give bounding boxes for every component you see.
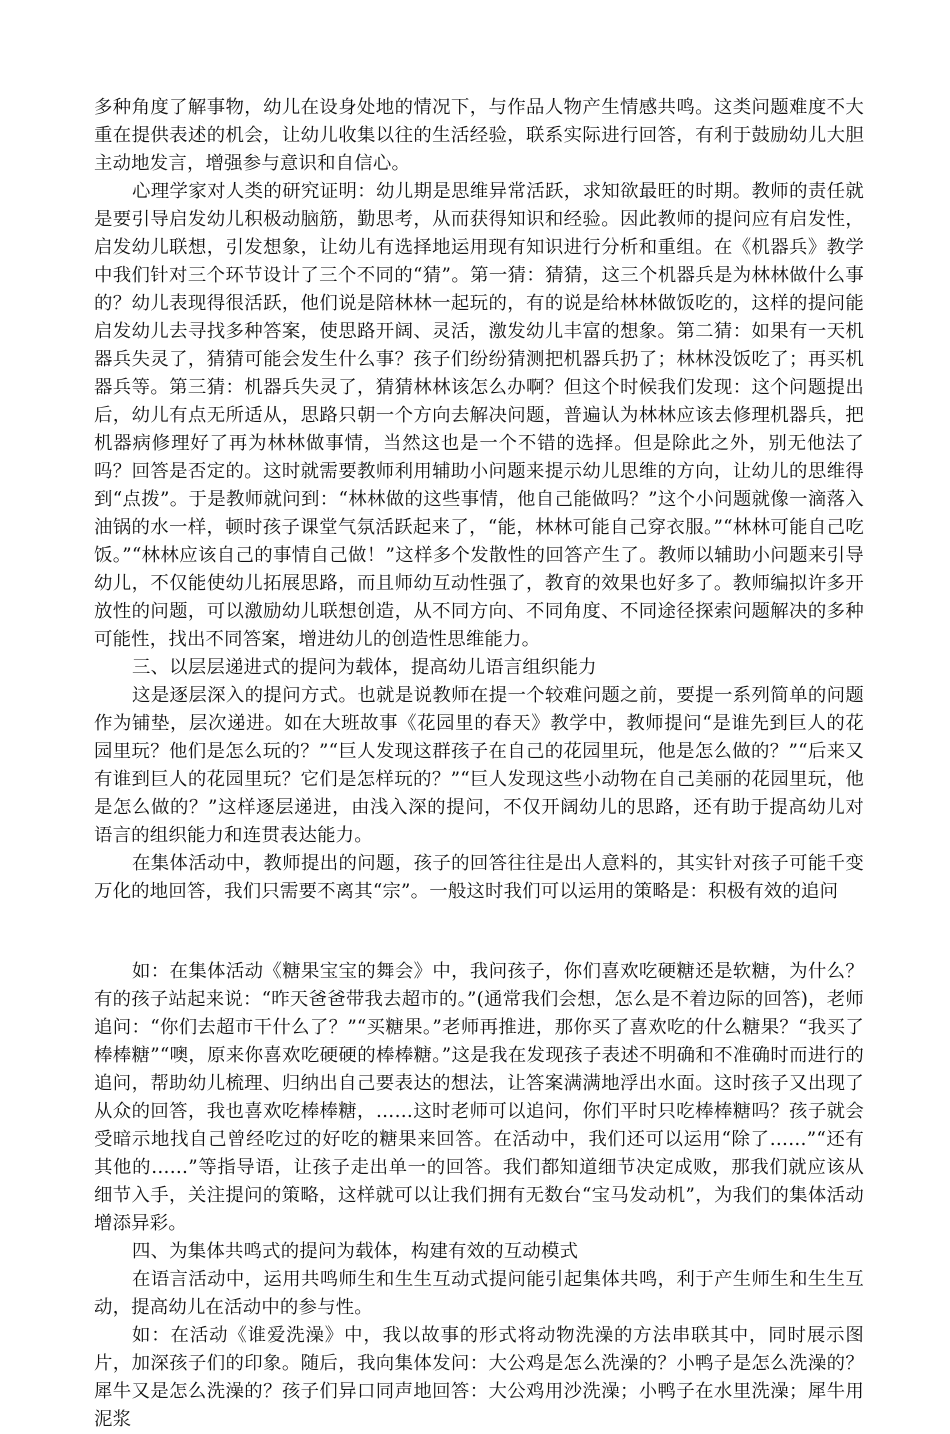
paragraph-progressive-questions: 这是逐层深入的提问方式。也就是说教师在提一个较难问题之前，要提一系列简单的问题作为铺垫，层次递进。如在大班故事《花园里的春天》教学中，教师提问“是谁先到巨人的花园里玩？他们是怎么玩的？”“巨人发现这群孩子在自己的花园里玩，他是怎么做的？”“后来又有谁到巨人的花园里玩？它们是怎样玩的？”“巨人发现这些小动物在自己美丽的花园里玩，他是怎么做的？”这样逐层递进，由浅入深的提问，不仅开阔幼儿的思路，还有助于提高幼儿对语言的组织能力和连贯表达能力。 [94, 685, 864, 846]
paragraph-resonance: 在语言活动中，运用共鸣师生和生生互动式提问能引起集体共鸣，利于产生师生和生生互动，提高幼儿在活动中的参与性。 [94, 1269, 864, 1318]
paragraph-gap [94, 906, 864, 958]
section-heading-4: 四、为集体共鸣式的提问为载体，构建有效的互动模式 [132, 1241, 579, 1262]
paragraph-bath-example: 如：在活动《谁爱洗澡》中，我以故事的形式将动物洗澡的方法串联其中，同时展示图片，加深孩子们的印象。随后，我向集体发问：大公鸡是怎么洗澡的？小鸭子是怎么洗澡的？犀牛又是怎么洗澡的？孩子们异口同声地回答：大公鸡用沙洗澡；小鸭子在水里洗澡；犀牛用泥浆 [94, 1325, 864, 1430]
paragraph-psychology: 心理学家对人类的研究证明：幼儿期是思维异常活跃，求知欲最旺的时期。教师的责任就是要引导启发幼儿积极动脑筋，勤思考，从而获得知识和经验。因此教师的提问应有启发性，启发幼儿联想，引发想象，让幼儿有选择地运用现有知识进行分析和重组。在《机器兵》教学中我们针对三个环节设计了三个不同的“猜”。第一猜：猜猜，这三个机器兵是为林林做什么事的？幼儿表现得很活跃，他们说是陪林林一起玩的，有的说是给林林做饭吃的，这样的提问能启发幼儿去寻找多种答案，使思路开阔、灵活，激发幼儿丰富的想象。第二猜：如果有一天机器兵失灵了，猜猜可能会发生什么事？孩子们纷纷猜测把机器兵扔了；林林没饭吃了；再买机器兵等。第三猜：机器兵失灵了，猜猜林林该怎么办啊？但这个时候我们发现：这个问题提出后，幼儿有点无所适从，思路只朝一个方向去解决问题，普遍认为林林应该去修理机器兵，把机器病修理好了再为林林做事情，当然这也是一个不错的选择。但是除此之外，别无他法了吗？回答是否定的。这时就需要教师利用辅助小问题来提示幼儿思维的方向，让幼儿的思维得到“点拨”。于是教师就问到：“林林做的这些事情，他自己能做吗？”这个小问题就像一滴落入油锅的水一样，顿时孩子课堂气氛活跃起来了，“能，林林可能自己穿衣服。”“林林可能自己吃饭。”“林林应该自己的事情自己做！”这样多个发散性的回答产生了。教师以辅助小问题来引导幼儿，不仅能使幼儿拓展思路，而且师幼互动性强了，教育的效果也好多了。教师编拟许多开放性的问题，可以激励幼儿联想创造，从不同方向、不同角度、不同途径探索问题解决的多种可能性，找出不同答案，增进幼儿的创造性思维能力。 [94, 181, 864, 650]
paragraph-continuation: 多种角度了解事物，幼儿在设身处地的情况下，与作品人物产生情感共鸣。这类问题难度不大重在提供表述的机会，让幼儿收集以往的生活经验，联系实际进行回答，有利于鼓励幼儿大胆主动地发言，增强参与意识和自信心。 [94, 97, 864, 174]
paragraph-candy-example: 如：在集体活动《糖果宝宝的舞会》中，我问孩子，你们喜欢吃硬糖还是软糖，为什么？有的孩子站起来说：“昨天爸爸带我去超市的。”(通常我们会想，怎么是不着边际的回答)，老师追问：“你们去超市干什么了？”“买糖果。”老师再推进，那你买了喜欢吃的什么糖果？“我买了棒棒糖”“噢，原来你喜欢吃硬硬的棒棒糖。”这是我在发现孩子表述不明确和不准确时而进行的追问，帮助幼儿梳理、归纳出自己要表达的想法，让答案满满地浮出水面。这时孩子又出现了从众的回答，我也喜欢吃棒棒糖，……这时老师可以追问，你们平时只吃棒棒糖吗？孩子就会受暗示地找自己曾经吃过的好吃的糖果来回答。在活动中，我们还可以运用“除了……”“还有其他的……”等指导语，让孩子走出单一的回答。我们都知道细节决定成败，那我们就应该从细节入手，关注提问的策略，这样就可以让我们拥有无数台“宝马发动机”，为我们的集体活动增添异彩。 [94, 961, 864, 1234]
text-column [94, 94, 864, 1434]
section-heading-3: 三、以层层递进式的提问为载体，提高幼儿语言组织能力 [132, 657, 597, 678]
paragraph-follow-up-strategy: 在集体活动中，教师提出的问题，孩子的回答往往是出人意料的，其实针对孩子可能千变万化的地回答，我们只需要不离其“宗”。一般这时我们可以运用的策略是：积极有效的追问 [94, 853, 864, 902]
